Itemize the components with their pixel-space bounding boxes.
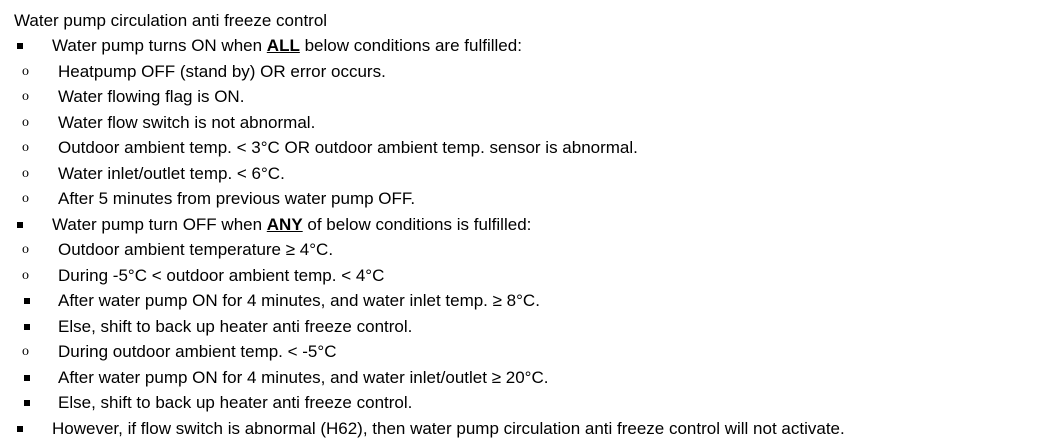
page-title: Water pump circulation anti freeze control (14, 8, 1041, 33)
list-item-note (14, 416, 1041, 441)
square-bullet-icon (24, 298, 30, 304)
condition-text: Water inlet/outlet temp. < 6°C. (58, 164, 285, 183)
turn-off-text-after: of below conditions is fulfilled: (303, 215, 532, 234)
circle-bullet-icon: o (22, 110, 29, 136)
circle-bullet-icon: o (22, 161, 29, 187)
condition-text: Water flow switch is not abnormal. (58, 113, 315, 132)
turn-on-emphasis: ALL (267, 36, 300, 55)
list-item-condition (14, 135, 1041, 161)
condition-text: During -5°C < outdoor ambient temp. < 4°C (58, 266, 384, 285)
square-bullet-icon (17, 222, 23, 228)
turn-on-text-before: Water pump turns ON when (52, 36, 267, 55)
list-item-condition (14, 84, 1041, 110)
outline-level-3-container (14, 288, 1041, 339)
outline-level-3-container (14, 365, 1041, 416)
condition-text: During outdoor ambient temp. < -5°C (58, 342, 336, 361)
circle-bullet-icon: o (22, 237, 29, 263)
condition-text: Outdoor ambient temperature ≥ 4°C. (58, 240, 333, 259)
square-bullet-icon (24, 324, 30, 330)
square-bullet-icon (24, 375, 30, 381)
list-item-condition (14, 186, 1041, 212)
circle-bullet-icon: o (22, 59, 29, 85)
square-bullet-icon (17, 43, 23, 49)
condition-text: Outdoor ambient temp. < 3°C OR outdoor ambient temp. sensor is abnormal. (58, 138, 638, 157)
condition-text: After 5 minutes from previous water pump OFF. (58, 189, 415, 208)
square-bullet-icon (24, 400, 30, 406)
sub-condition-text: After water pump ON for 4 minutes, and water inlet/outlet ≥ 20°C. (58, 368, 548, 387)
sub-condition-text: After water pump ON for 4 minutes, and water inlet temp. ≥ 8°C. (58, 291, 540, 310)
outline-level-3 (14, 365, 1041, 416)
outline-level-2-container-turn-on (14, 59, 1041, 212)
condition-text: Heatpump OFF (stand by) OR error occurs. (58, 62, 386, 81)
list-item-turn-on-heading (14, 33, 1041, 59)
circle-bullet-icon: o (22, 263, 29, 289)
list-item-sub-condition (14, 314, 1041, 340)
circle-bullet-icon: o (22, 186, 29, 212)
outline-level-2 (14, 59, 1041, 212)
condition-text: Water flowing flag is ON. (58, 87, 244, 106)
list-item-condition (14, 237, 1041, 263)
list-item-condition (14, 59, 1041, 85)
list-item-condition (14, 263, 1041, 289)
outline-level-2-container-turn-off (14, 237, 1041, 416)
list-item-sub-condition (14, 288, 1041, 314)
circle-bullet-icon: o (22, 135, 29, 161)
note-text: However, if flow switch is abnormal (H62), then water pump circulation anti freeze control will not activate. (52, 419, 845, 438)
outline-level-2 (14, 237, 1041, 416)
list-item-turn-off-heading (14, 212, 1041, 238)
list-item-condition (14, 339, 1041, 365)
turn-off-emphasis: ANY (267, 215, 303, 234)
circle-bullet-icon: o (22, 339, 29, 365)
list-item-condition (14, 161, 1041, 187)
outline-level-3 (14, 288, 1041, 339)
outline-level-1 (14, 33, 1041, 441)
list-item-sub-condition (14, 390, 1041, 416)
turn-on-text-after: below conditions are fulfilled: (300, 36, 522, 55)
sub-condition-text: Else, shift to back up heater anti freeze control. (58, 317, 412, 336)
list-item-condition (14, 110, 1041, 136)
list-item-sub-condition (14, 365, 1041, 391)
turn-off-text-before: Water pump turn OFF when (52, 215, 267, 234)
circle-bullet-icon: o (22, 84, 29, 110)
sub-condition-text: Else, shift to back up heater anti freeze control. (58, 393, 412, 412)
